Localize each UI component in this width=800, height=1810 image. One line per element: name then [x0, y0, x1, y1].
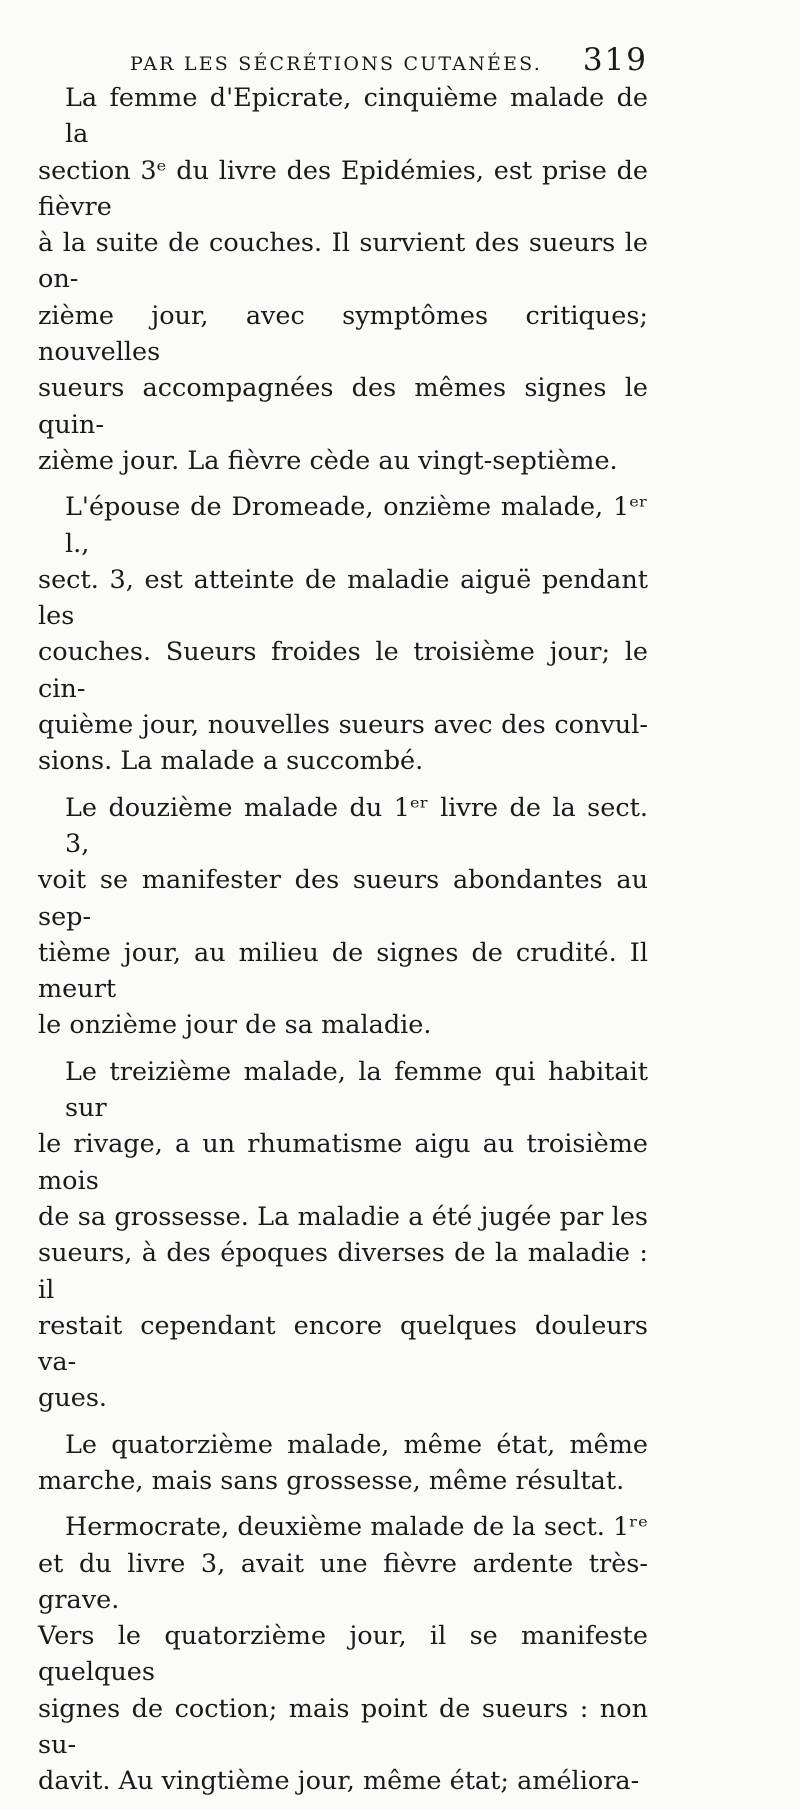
text-line: zième jour. La fièvre cède au vingt-septième. [38, 445, 618, 476]
text-line: le onzième jour de sa maladie. [38, 1010, 432, 1041]
text-line: Hermocrate, deuxième malade de la sect. 1ʳᵉ [65, 1512, 648, 1543]
paragraph [38, 1054, 648, 1417]
running-head [130, 42, 648, 78]
text-line: Vers le quatorzième jour, il se manifeste quelques [38, 1621, 648, 1688]
text-line: sueurs accompagnées des mêmes signes le quin- [38, 373, 648, 440]
book-page [38, 42, 648, 1810]
text-line: davit. Au vingtième jour, même état; améliora- [38, 1766, 640, 1797]
text-line: le rivage, a un rhumatisme aigu au troisième mois [38, 1129, 648, 1196]
text-line: à la suite de couches. Il survient des sueurs le on- [38, 228, 648, 295]
text-line: zième jour, avec symptômes critiques; nouvelles [38, 300, 648, 368]
paragraph [38, 1427, 648, 1500]
running-title: PAR LES SÉCRÉTIONS CUTANÉES. [130, 53, 542, 75]
text-line: de sa grossesse. La maladie a été jugée par les [38, 1201, 648, 1232]
text-line: tième jour, au milieu de signes de crudité. Il meurt [38, 937, 648, 1005]
text-line: couches. Sueurs froides le troisième jour; le cin- [38, 637, 648, 704]
paragraph [38, 489, 648, 779]
text-line: sions. La malade a succombé. [38, 746, 424, 777]
body-text [38, 80, 648, 1800]
text-line: L'épouse de Dromeade, onzième malade, 1ᵉʳ l., [65, 492, 648, 559]
paragraph [38, 790, 648, 1044]
text-line: signes de coction; mais point de sueurs : non su- [38, 1693, 648, 1761]
paragraph [38, 1509, 648, 1799]
text-line: Le quatorzième malade, même état, même [65, 1429, 648, 1460]
text-line: marche, mais sans grossesse, même résultat. [38, 1465, 625, 1496]
text-line: sueurs, à des époques diverses de la maladie : il [38, 1238, 648, 1305]
text-line: Le treizième malade, la femme qui habitait sur [65, 1056, 648, 1124]
text-line: voit se manifester des sueurs abondantes au sep- [38, 865, 648, 932]
paragraph [38, 80, 648, 479]
text-line: gues. [38, 1383, 108, 1414]
text-line: et du livre 3, avait une fièvre ardente très-grave. [38, 1548, 648, 1615]
text-line: La femme d'Epicrate, cinquième malade de la [65, 83, 648, 150]
page-number: 319 [582, 42, 648, 78]
text-line: section 3ᵉ du livre des Epidémies, est prise de fièvre [38, 155, 648, 222]
text-line: restait cependant encore quelques douleurs va- [38, 1310, 648, 1378]
text-line: Le douzième malade du 1ᵉʳ livre de la sect. 3, [65, 792, 648, 859]
text-line: sect. 3, est atteinte de maladie aiguë pendant les [38, 564, 648, 632]
text-line: quième jour, nouvelles sueurs avec des convul- [38, 710, 648, 741]
